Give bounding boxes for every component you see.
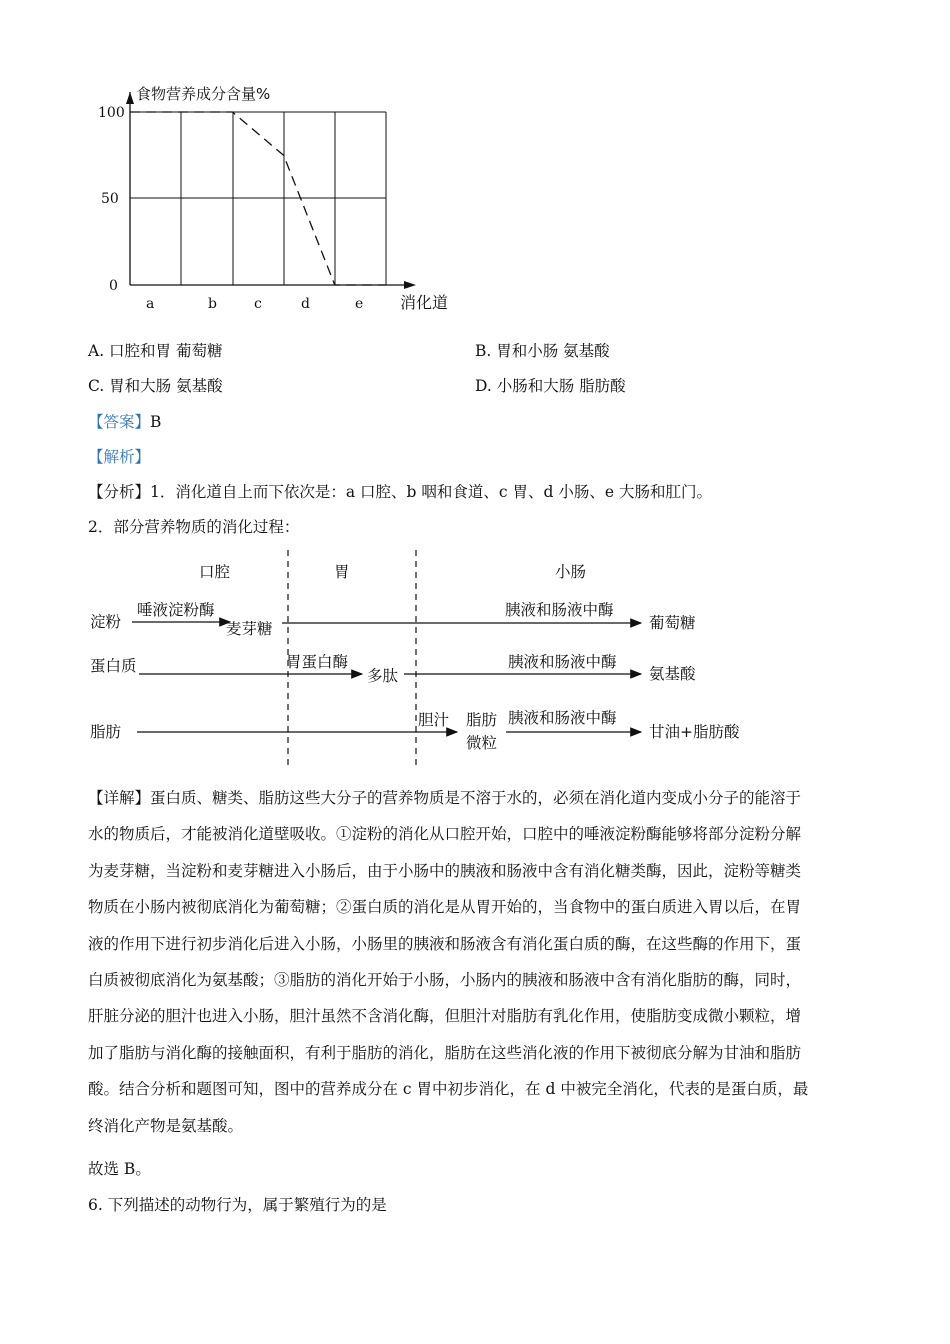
x-axis-arrow <box>404 281 416 289</box>
nutrient-line-chart <box>88 78 468 318</box>
x-tick-d: d <box>301 296 310 312</box>
detail-line-10: 终消化产物是氨基酸。 <box>88 1116 244 1135</box>
y-tick-0: 0 <box>109 278 118 294</box>
option-d: D. 小肠和大肠 脂肪酸 <box>475 377 626 395</box>
option-a: A. 口腔和胃 葡萄糖 <box>88 342 223 360</box>
detail-line-4: 物质在小肠内被彻底消化为葡萄糖；②蛋白质的消化是从胃开始的，当食物中的蛋白质进入胃以后，在胃 <box>88 898 802 917</box>
starch-label: 淀粉 <box>90 613 122 631</box>
x-tick-a: a <box>146 296 155 312</box>
x-tick-e: e <box>355 296 364 312</box>
detail-tag: 【详解】 <box>88 789 151 807</box>
answer-tag: 【答案】 <box>88 413 151 431</box>
next-question: 6. 下列描述的动物行为，属于繁殖行为的是 <box>88 1196 387 1214</box>
x-tick-b: b <box>208 296 217 312</box>
protein-label: 蛋白质 <box>90 657 137 675</box>
analysis-point1: 【分析】1．消化道自上而下依次是：a 口腔、b 咽和食道、c 胃、d 小肠、e 大肠和肛门。 <box>88 483 712 501</box>
detail-line-6: 白质被彻底消化为氨基酸；③脂肪的消化开始于小肠，小肠内的胰液和肠液中含有消化脂肪的酶，同时， <box>88 971 802 990</box>
y-tick-100: 100 <box>98 105 125 121</box>
y-tick-50: 50 <box>101 191 119 207</box>
detail-line-3: 为麦芽糖，当淀粉和麦芽糖进入小肠后，由于小肠中的胰液和肠液中含有消化糖类酶，因此，淀粉等糖类 <box>88 861 802 880</box>
section-stomach: 胃 <box>334 563 350 581</box>
digestion-process-diagram <box>82 545 762 770</box>
detail-line-2: 水的物质后，才能被消化道壁吸收。①淀粉的消化从口腔开始，口腔中的唾液淀粉酶能够将部分淀粉分解 <box>88 825 802 844</box>
fat-product1-line2: 微粒 <box>466 734 498 752</box>
detail-line-9: 酸。结合分析和题图可知，图中的营养成分在 c 胃中初步消化，在 d 中被完全消化，代表的是蛋白质，最 <box>88 1080 809 1099</box>
fat-enzyme1: 胆汁 <box>418 711 450 729</box>
starch-enzyme2: 胰液和肠液中酶 <box>505 601 614 619</box>
detail-line-5: 液的作用下进行初步消化后进入小肠，小肠里的胰液和肠液含有消化蛋白质的酶，在这些酶的作用下，蛋 <box>88 934 802 953</box>
fat-label: 脂肪 <box>90 723 122 741</box>
detail-line-8: 加了脂肪与消化酶的接触面积，有利于脂肪的消化，脂肪在这些消化液的作用下被彻底分解为甘油和脂肪 <box>88 1043 802 1062</box>
fat-enzyme2: 胰液和肠液中酶 <box>508 709 617 727</box>
section-intestine: 小肠 <box>555 563 587 581</box>
protein-enzyme2: 胰液和肠液中酶 <box>508 653 617 671</box>
analysis-sub-tag: 【分析】 <box>88 483 151 501</box>
chart-grid <box>126 92 416 289</box>
answer-line <box>88 410 161 432</box>
option-c: C. 胃和大肠 氨基酸 <box>88 377 223 395</box>
answer-value: B <box>150 413 162 431</box>
section-mouth: 口腔 <box>199 563 231 581</box>
x-axis-label: 消化道 <box>400 293 449 312</box>
analysis-tag: 【解析】 <box>88 448 151 466</box>
fat-product1-line1: 脂肪 <box>466 711 498 729</box>
starch-product1: 麦芽糖 <box>226 620 273 638</box>
protein-enzyme1: 胃蛋白酶 <box>286 653 349 671</box>
conclusion: 故选 B。 <box>88 1160 151 1178</box>
starch-enzyme1: 唾液淀粉酶 <box>137 601 215 619</box>
option-b: B. 胃和小肠 氨基酸 <box>475 342 610 360</box>
protein-product1: 多肽 <box>367 667 399 685</box>
fat-final: 甘油+脂肪酸 <box>649 723 740 741</box>
x-tick-c: c <box>254 296 262 312</box>
starch-final: 葡萄糖 <box>649 614 696 632</box>
protein-final: 氨基酸 <box>649 665 696 683</box>
detail-line-1: 【详解】蛋白质、糖类、脂肪这些大分子的营养物质是不溶于水的，必须在消化道内变成小分子的能溶于 <box>88 789 802 807</box>
analysis-point2: 2．部分营养物质的消化过程： <box>88 518 300 536</box>
detail-paragraph <box>88 780 860 1144</box>
detail-line-7: 肝脏分泌的胆汁也进入小肠，胆汁虽然不含消化酶，但胆汁对脂肪有乳化作用，使脂肪变成微小颗粒，增 <box>88 1007 802 1026</box>
y-axis-label: 食物营养成分含量% <box>136 85 271 103</box>
